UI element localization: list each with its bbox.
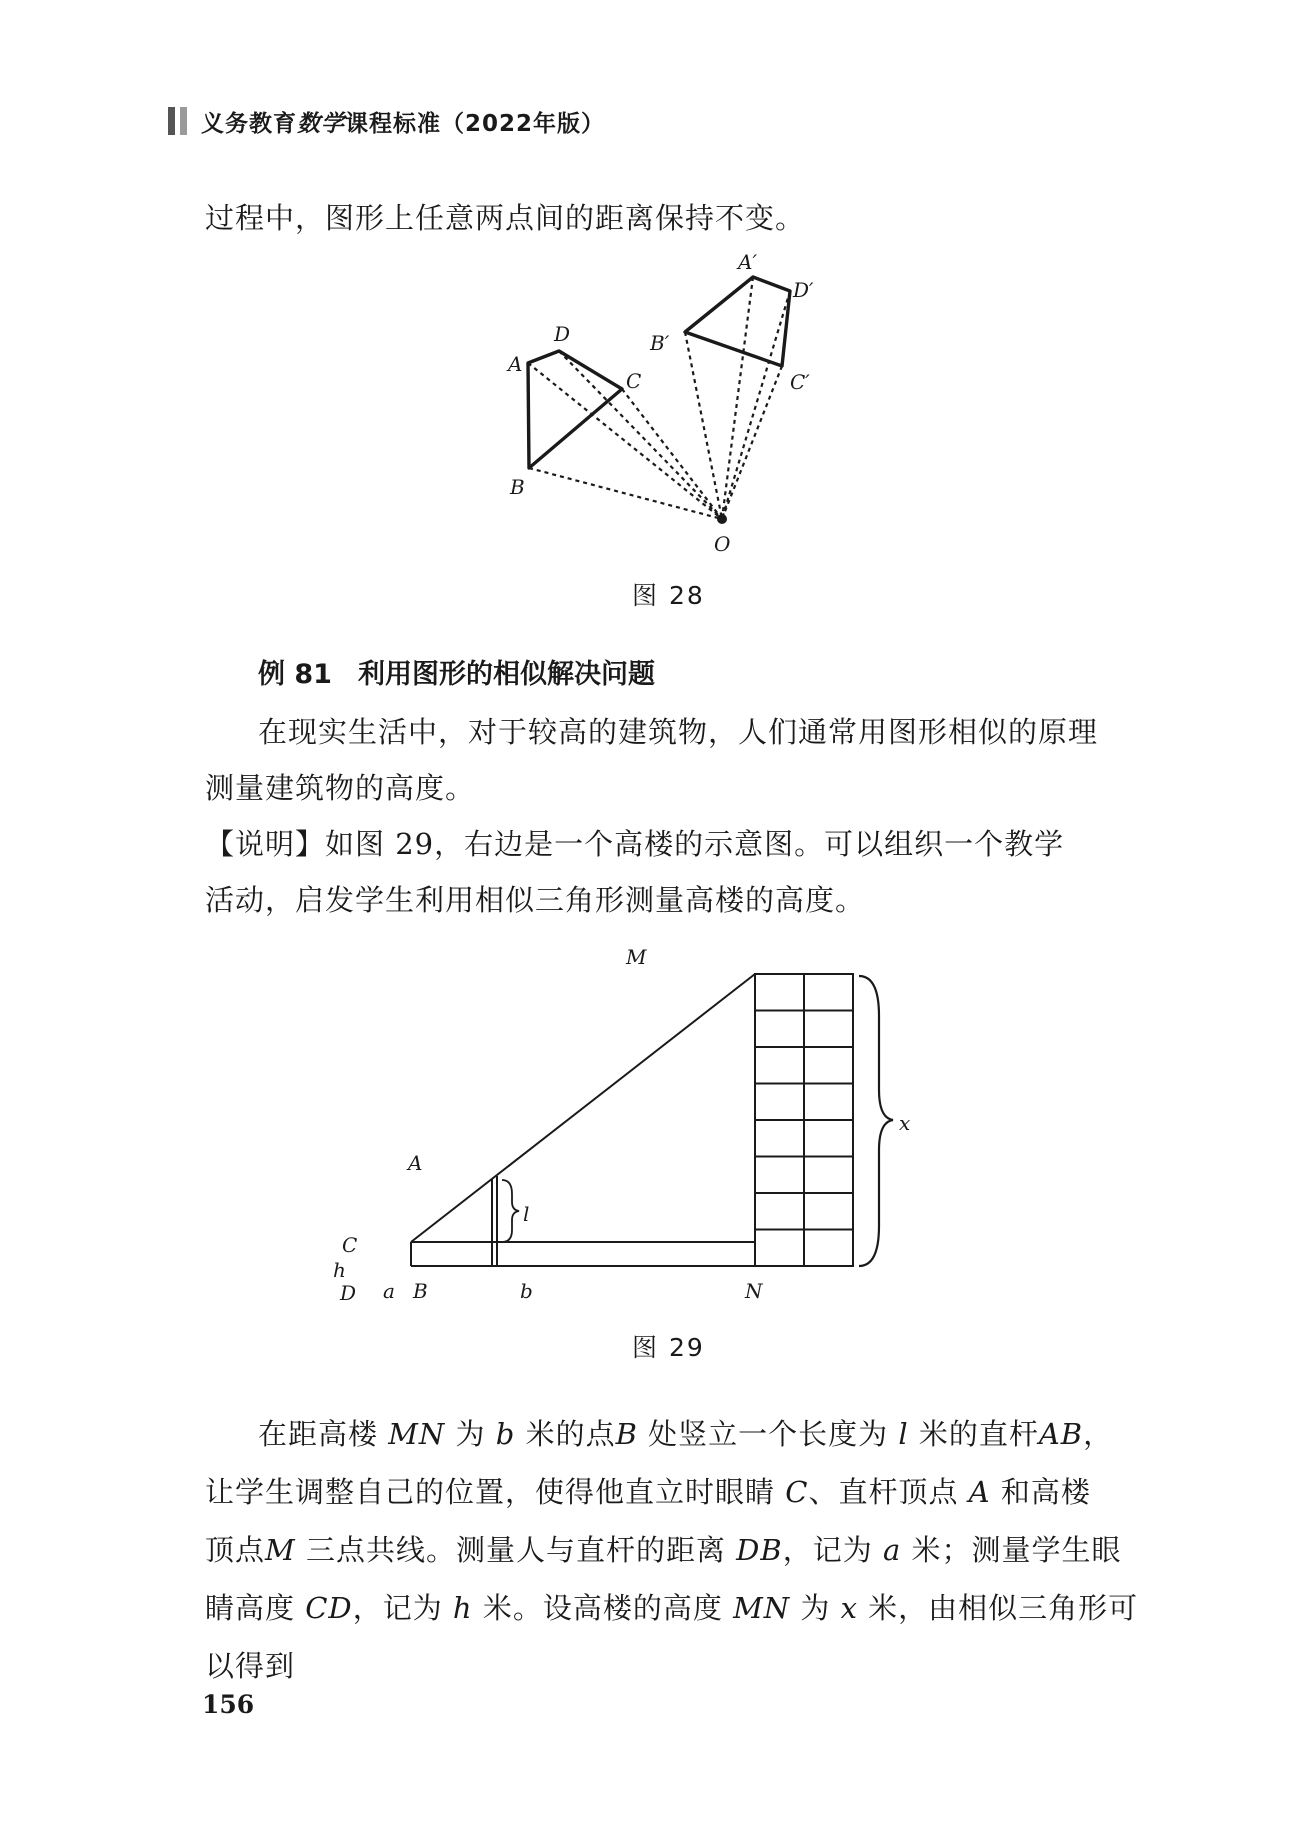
label-a: A xyxy=(508,352,523,376)
figure-28-rotation-diagram xyxy=(470,250,850,565)
label-d-ground: D xyxy=(340,1281,357,1305)
label-a-dist: a xyxy=(383,1279,395,1303)
note-line2: 活动，启发学生利用相似三角形测量高楼的高度。 xyxy=(205,883,866,917)
label-c-eye: C xyxy=(342,1233,358,1257)
paragraph2-line5: 以得到 xyxy=(205,1649,296,1683)
paragraph2-line3: 顶点M 三点共线。测量人与直杆的距离 DB，记为 a 米；测量学生眼 xyxy=(205,1533,1122,1567)
label-d-prime: D′ xyxy=(793,278,814,302)
label-o: O xyxy=(714,532,731,556)
page-number: 156 xyxy=(202,1690,255,1719)
paragraph2-line1: 在距高楼 MN 为 b 米的点B 处竖立一个长度为 l 米的直杆AB， xyxy=(258,1417,1114,1451)
label-a-prime: A′ xyxy=(738,250,757,274)
label-a-top: A xyxy=(408,1151,423,1175)
sight-line xyxy=(411,974,755,1242)
label-d: D xyxy=(554,322,571,346)
label-m: M xyxy=(626,945,647,969)
label-b: B xyxy=(510,475,525,499)
example-title: 利用图形的相似解决问题 xyxy=(357,659,655,690)
paragraph1-line2: 测量建筑物的高度。 xyxy=(205,771,476,805)
figure-29-building-height-diagram xyxy=(333,940,945,1305)
label-b-prime: B′ xyxy=(650,331,670,355)
paragraph2-line4: 睛高度 CD，记为 h 米。设高楼的高度 MN 为 x 米，由相似三角形可 xyxy=(205,1591,1139,1625)
note-line1: 【说明】如图 29，右边是一个高楼的示意图。可以组织一个教学 xyxy=(205,827,1065,861)
label-c-prime: C′ xyxy=(790,370,810,394)
intro-line: 过程中，图形上任意两点间的距离保持不变。 xyxy=(205,201,806,235)
center-o-point xyxy=(717,514,727,524)
running-head-bars-icon xyxy=(168,107,187,135)
example-heading xyxy=(258,652,655,691)
figure-28-caption: 图 28 xyxy=(632,581,705,610)
label-b-dist: b xyxy=(520,1279,533,1303)
example-number: 例 81 xyxy=(258,659,332,690)
figure-29-caption: 图 29 xyxy=(632,1333,705,1362)
running-head-title: 义务教育数学课程标准（2022年版） xyxy=(201,110,606,137)
paragraph1-line1: 在现实生活中，对于较高的建筑物，人们通常用图形相似的原理 xyxy=(258,715,1099,749)
label-b-pole: B xyxy=(413,1279,428,1303)
running-head xyxy=(168,104,605,138)
label-x: x xyxy=(899,1111,911,1135)
paragraph2-line2: 让学生调整自己的位置，使得他直立时眼睛 C、直杆顶点 A 和高楼 xyxy=(205,1475,1091,1509)
label-n: N xyxy=(745,1279,763,1303)
label-l: l xyxy=(523,1202,530,1226)
label-h: h xyxy=(333,1258,346,1282)
label-c: C xyxy=(626,369,642,393)
